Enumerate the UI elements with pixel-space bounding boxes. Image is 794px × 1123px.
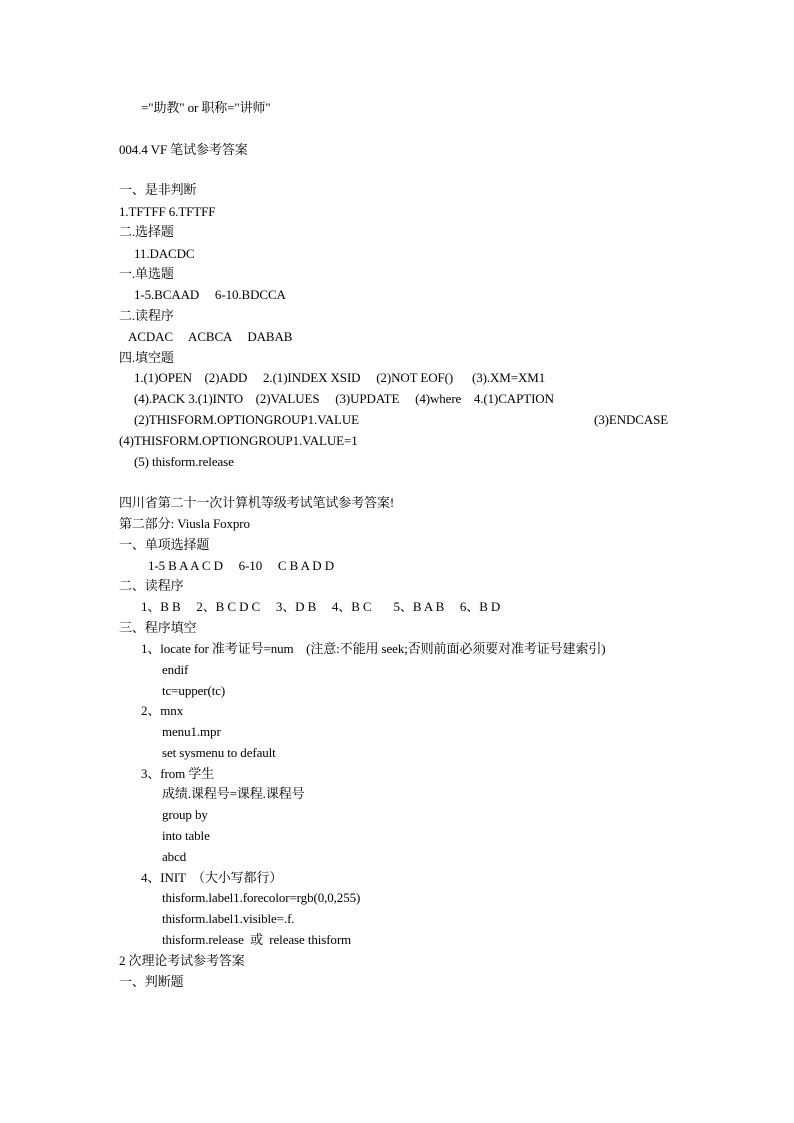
text-line: 二、读程序: [119, 578, 184, 593]
text-line: 一、单项选择题: [119, 537, 210, 552]
text-line: 2、mnx: [141, 703, 184, 718]
code-line: tc=upper(tc): [162, 683, 226, 698]
code-line: into table: [162, 828, 210, 843]
text-line: 第二部分: Viusla Foxpro: [119, 516, 250, 531]
text-line: 1.TFTFF 6.TFTFF: [119, 204, 216, 219]
code-line: thisform.release 或 release thisform: [162, 932, 352, 947]
code-line: menu1.mpr: [162, 724, 221, 739]
code-line: group by: [162, 807, 208, 822]
text-line: ="助教" or 职称="讲师": [141, 100, 271, 115]
text-line: (5) thisform.release: [134, 454, 234, 469]
section-heading: 004.4 VF 笔试参考答案: [119, 142, 248, 157]
text-line: 1.(1)OPEN (2)ADD 2.(1)INDEX XSID (2)NOT EOF() (3).XM=XM1: [134, 370, 546, 385]
text-line: 3、from 学生: [141, 766, 215, 781]
text-line: 一、是非判断: [119, 182, 197, 197]
code-line: 成绩.课程号=课程.课程号: [162, 786, 305, 801]
text-line: (4)THISFORM.OPTIONGROUP1.VALUE=1: [119, 433, 358, 448]
text-line: 1、locate for 准考证号=num (注意:不能用 seek;否则前面必须要对准考证号建索引): [141, 641, 606, 656]
code-line: set sysmenu to default: [162, 745, 276, 760]
text-line: 11.DACDC: [134, 246, 195, 261]
section-heading: 四川省第二十一次计算机等级考试笔试参考答案!: [119, 495, 395, 510]
text-line: 1-5.BCAAD 6-10.BDCCA: [134, 287, 286, 302]
text-line: 二.读程序: [119, 308, 174, 323]
code-line: endif: [162, 662, 189, 677]
text-line: 四.填空题: [119, 350, 174, 365]
code-line: thisform.label1.forecolor=rgb(0,0,255): [162, 890, 361, 905]
text-line: 二.选择题: [119, 224, 174, 239]
text-line: 1、B B 2、B C D C 3、D B 4、B C 5、B A B 6、B D: [141, 599, 501, 614]
text-line: 4、INIT （大小写都行）: [141, 870, 283, 885]
text-line: 1-5 B A A C D 6-10 C B A D D: [148, 558, 335, 573]
text-line: 三、程序填空: [119, 620, 197, 635]
text-line: (3)ENDCASE: [594, 412, 669, 427]
text-line: (4).PACK 3.(1)INTO (2)VALUES (3)UPDATE (4)where 4.(1)CAPTION: [134, 391, 554, 406]
section-heading: 2 次理论考试参考答案: [119, 953, 245, 968]
text-line: ACDAC ACBCA DABAB: [128, 329, 293, 344]
code-line: abcd: [162, 849, 187, 864]
code-line: thisform.label1.visible=.f.: [162, 911, 295, 926]
text-line: 一.单选题: [119, 266, 174, 281]
text-line: (2)THISFORM.OPTIONGROUP1.VALUE: [134, 412, 359, 427]
text-line: 一、判断题: [119, 974, 184, 989]
